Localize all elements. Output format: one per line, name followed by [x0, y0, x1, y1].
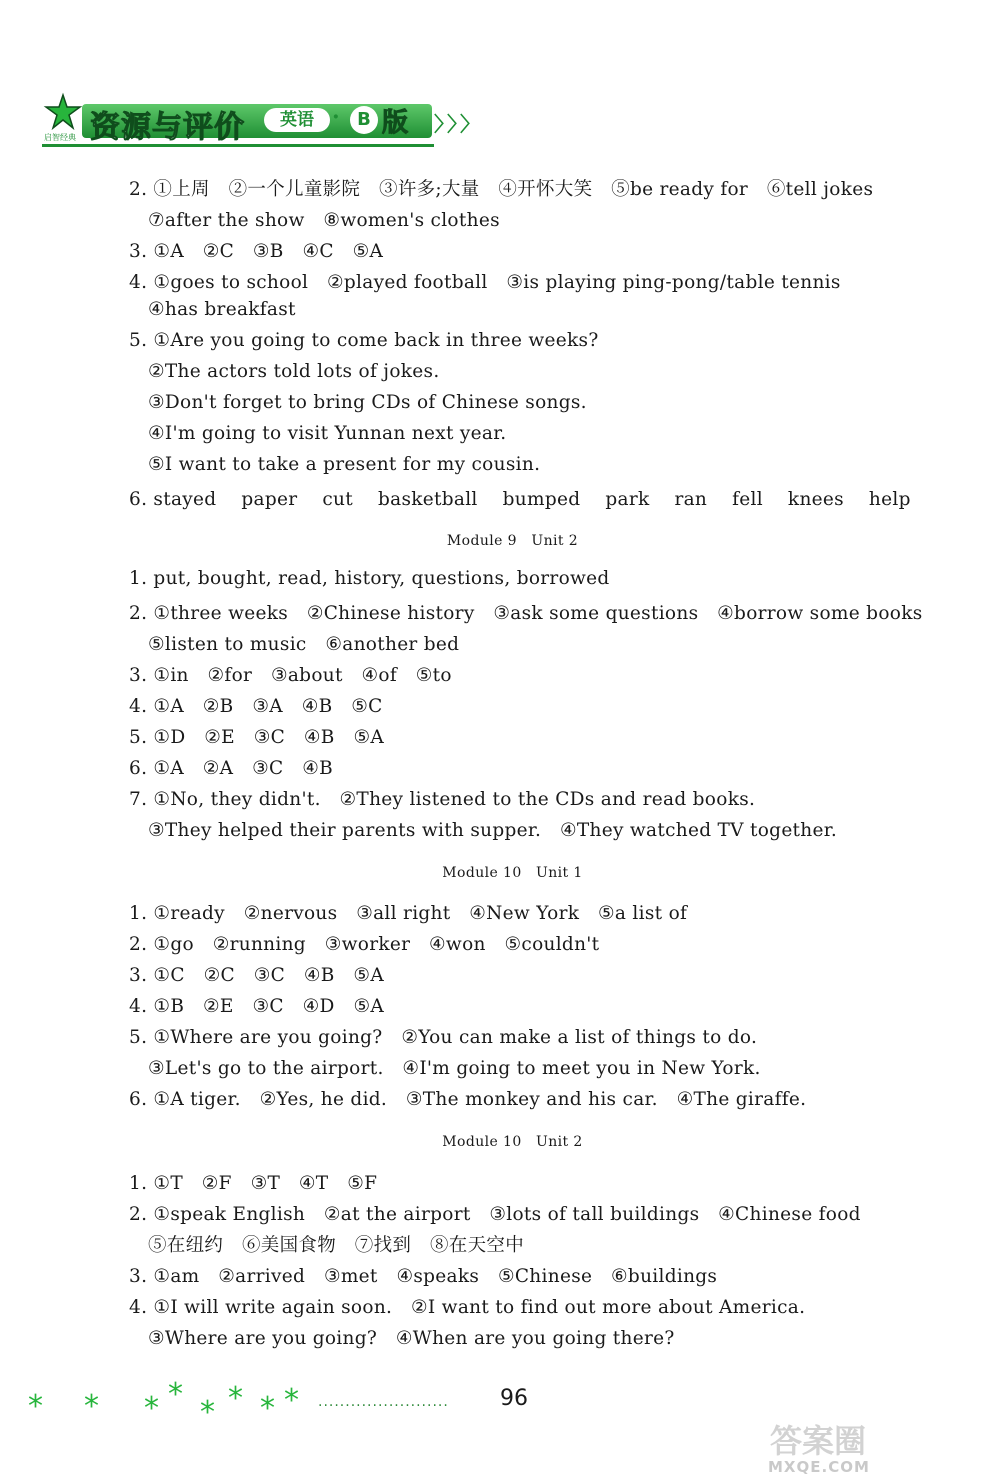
answer-line: 3. ①in ②for ③about ④of ⑤to — [129, 665, 452, 686]
answer-line: 2. ①上周 ②一个儿童影院 ③许多;大量 ④开怀大笑 ⑤be ready for ⑥tell jokes — [129, 179, 874, 200]
decorative-stars — [28, 1378, 318, 1428]
section-heading: Module 10 Unit 1 — [442, 865, 583, 881]
answer-line: 4. ①B ②E ③C ④D ⑤A — [129, 996, 385, 1017]
answer-line: ③Where are you going? ④When are you going there? — [148, 1328, 675, 1349]
answer-line: 6. ①A ②A ③C ④B — [129, 758, 334, 779]
edition-char: 版 — [382, 108, 409, 138]
watermark-logo-icon — [760, 1420, 980, 1460]
star-icon: * — [284, 1383, 299, 1418]
answer-line: ④I'm going to visit Yunnan next year. — [148, 423, 507, 444]
watermark-logo-text: 答案圈 — [770, 1422, 867, 1460]
site-watermark — [760, 1420, 990, 1480]
star-icon: * — [260, 1391, 275, 1426]
star-logo-icon — [42, 92, 84, 132]
answer-line: 3. ①am ②arrived ③met ④speaks ⑤Chinese ⑥buildings — [129, 1266, 718, 1287]
answer-line: 2. ①go ②running ③worker ④won ⑤couldn't — [129, 934, 600, 955]
section-heading: Module 9 Unit 2 — [446, 533, 579, 549]
dotted-leader: ........................ — [318, 1394, 449, 1410]
subject-badge: 英语 — [264, 108, 330, 132]
title-dot: · — [332, 104, 340, 130]
answer-line: 5. ①D ②E ③C ④B ⑤A — [129, 727, 385, 748]
answer-line: 3. ①A ②C ③B ④C ⑤A — [129, 241, 384, 262]
logo-text: 启智经典 — [44, 133, 76, 142]
answer-line: 4. ①goes to school ②played football ③is playing ping-pong/table tennis — [129, 272, 841, 293]
star-icon: * — [228, 1381, 243, 1416]
answer-line: ④has breakfast — [148, 299, 296, 320]
publisher-logo — [42, 92, 84, 144]
answer-line: 6. stayed paper cut basketball bumped park ran fell knees help — [129, 489, 911, 510]
section-heading: Module 10 Unit 2 — [442, 1134, 583, 1150]
answer-line: 5. ①Where are you going? ②You can make a list of things to do. — [129, 1027, 758, 1048]
answer-line: 1. put, bought, read, history, questions, borrowed — [129, 568, 610, 589]
answer-line: ⑤I want to take a present for my cousin. — [148, 454, 541, 475]
answer-line: 4. ①I will write again soon. ②I want to find out more about America. — [129, 1297, 806, 1318]
book-title: 资源与评价 — [90, 110, 245, 145]
page-number: 96 — [500, 1386, 528, 1411]
star-icon: * — [200, 1395, 215, 1428]
answer-line: ③They helped their parents with supper. ④They watched TV together. — [148, 820, 838, 841]
answer-line: ⑤在纽约 ⑥美国食物 ⑦找到 ⑧在天空中 — [148, 1235, 525, 1256]
answer-line: ⑦after the show ⑧women's clothes — [148, 210, 500, 231]
answer-line: 1. ①ready ②nervous ③all right ④New York ⑤a list of — [129, 903, 688, 924]
edition-letter: B — [350, 106, 378, 134]
answer-line: 2. ①speak English ②at the airport ③lots of tall buildings ④Chinese food — [129, 1204, 861, 1225]
answer-line: ⑤listen to music ⑥another bed — [148, 634, 460, 655]
answer-line: ③Don't forget to bring CDs of Chinese songs. — [148, 392, 587, 413]
chevron-right-icons: 〉〉〉 — [434, 112, 483, 136]
answer-line: 3. ①C ②C ③C ④B ⑤A — [129, 965, 384, 986]
answer-line: 5. ①Are you going to come back in three weeks? — [129, 330, 599, 351]
answer-line: 1. ①T ②F ③T ④T ⑤F — [129, 1173, 378, 1194]
star-icon: * — [144, 1391, 159, 1426]
answer-line: 6. ①A tiger. ②Yes, he did. ③The monkey and his car. ④The giraffe. — [129, 1089, 807, 1110]
answer-line: 7. ①No, they didn't. ②They listened to the CDs and read books. — [129, 789, 756, 810]
header-banner — [42, 92, 483, 150]
star-icon: * — [28, 1389, 43, 1424]
answer-line: ③Let's go to the airport. ④I'm going to meet you in New York. — [148, 1058, 761, 1079]
star-icon: * — [168, 1378, 183, 1412]
star-icon: * — [84, 1389, 99, 1424]
answer-line: ②The actors told lots of jokes. — [148, 361, 440, 382]
answer-line: 4. ①A ②B ③A ④B ⑤C — [129, 696, 383, 717]
watermark-text: MXQE.COM — [768, 1458, 870, 1476]
answer-line: 2. ①three weeks ②Chinese history ③ask some questions ④borrow some books — [129, 603, 923, 624]
